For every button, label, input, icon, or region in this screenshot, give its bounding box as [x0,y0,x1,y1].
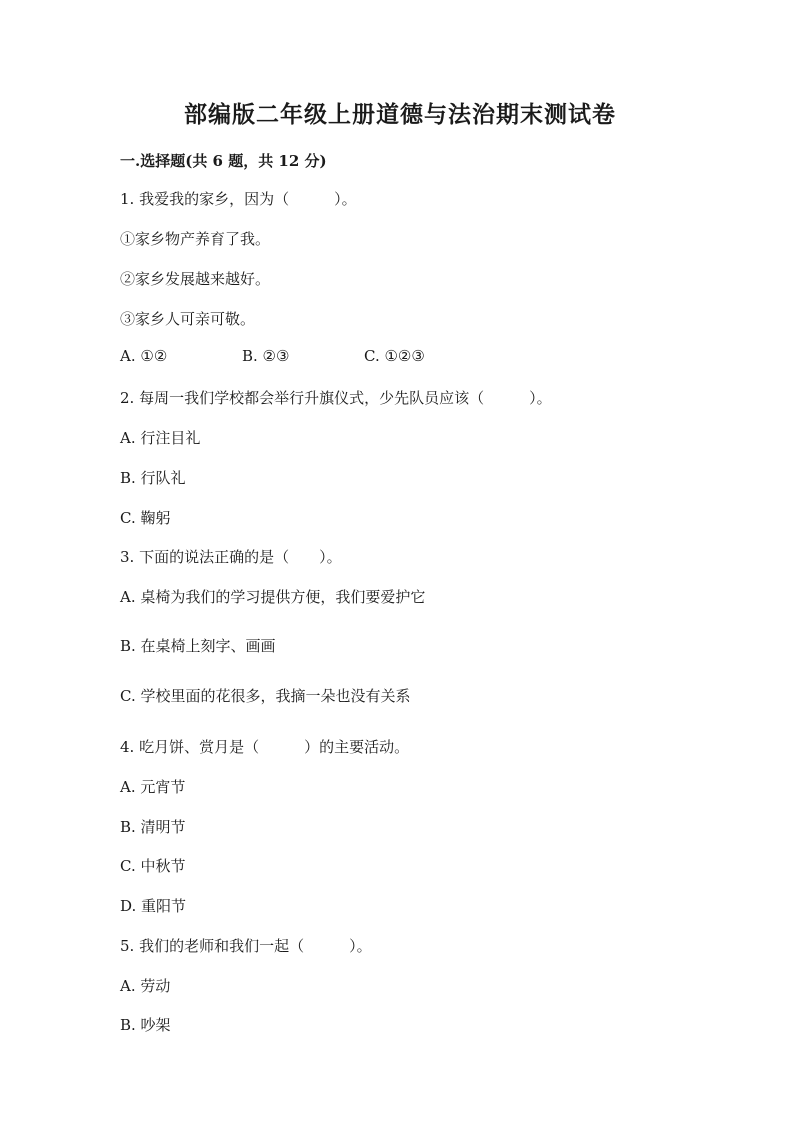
question-5-option-a: A. 劳动 [120,977,171,995]
question-4-option-a: A. 元宵节 [120,778,186,796]
page-title: 部编版二年级上册道德与法治期末测试卷 [184,101,616,128]
question-1-item-3: ③家乡人可亲可敬。 [120,310,256,328]
question-2-option-c: C. 鞠躬 [120,509,171,527]
question-4-option-d: D. 重阳节 [120,897,187,915]
question-1-stem: 1. 我爱我的家乡，因为（ ）。 [120,190,357,208]
question-1-option-a: A. ①② [120,347,168,365]
question-4-option-b: B. 清明节 [120,818,186,836]
question-3-option-a: A. 桌椅为我们的学习提供方便，我们要爱护它 [120,588,426,606]
question-3-option-c: C. 学校里面的花很多，我摘一朵也没有关系 [120,687,411,705]
question-1-item-1: ①家乡物产养育了我。 [120,230,271,248]
question-1-option-c: C. ①②③ [364,347,425,365]
question-1-item-2: ②家乡发展越来越好。 [120,270,271,288]
question-4-option-c: C. 中秋节 [120,857,186,875]
question-3-option-b: B. 在桌椅上刻字、画画 [120,637,276,655]
question-5-option-b: B. 吵架 [120,1016,171,1034]
question-5-stem: 5. 我们的老师和我们一起（ ）。 [120,937,372,955]
question-2-stem: 2. 每周一我们学校都会举行升旗仪式，少先队员应该（ ）。 [120,389,552,407]
question-3-stem: 3. 下面的说法正确的是（ ）。 [120,548,342,566]
question-4-stem: 4. 吃月饼、赏月是（ ）的主要活动。 [120,738,410,756]
question-1-option-b: B. ②③ [242,347,290,365]
question-2-option-a: A. 行注目礼 [120,429,201,447]
section-heading: 一.选择题(共 6 题，共 12 分) [120,152,327,170]
question-2-option-b: B. 行队礼 [120,469,186,487]
